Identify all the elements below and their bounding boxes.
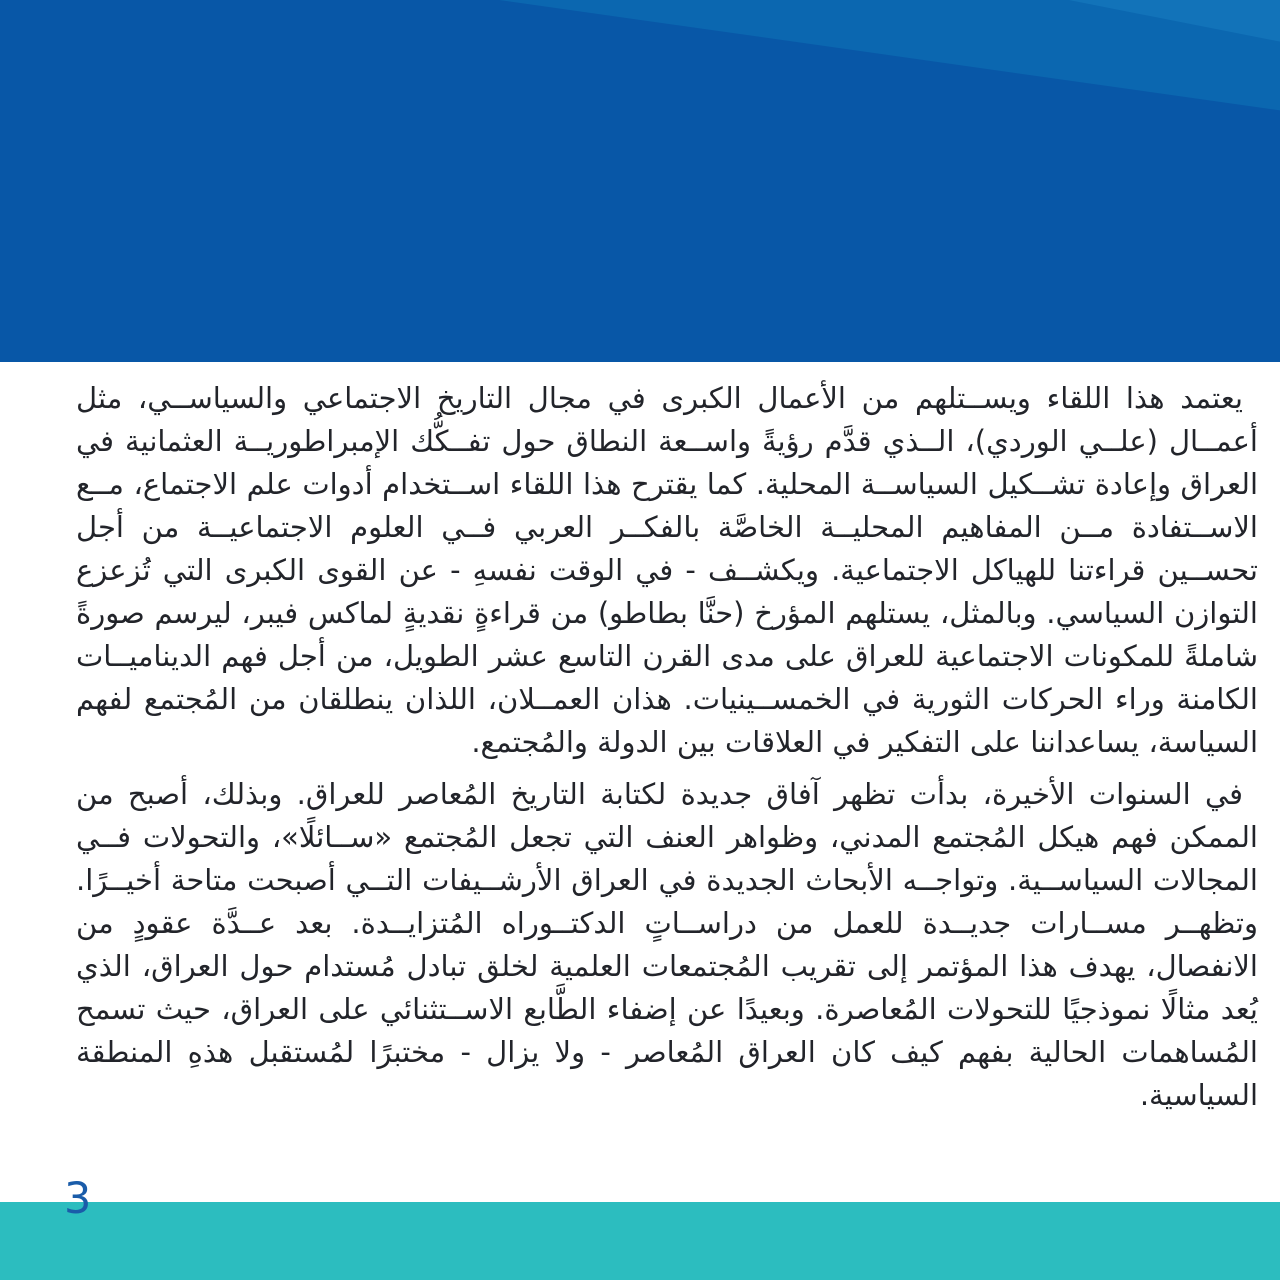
footer-band — [0, 1202, 1280, 1280]
paragraph-2: في السنوات الأخيرة، بدأت تظهر آفاق جديدة لكتابة التاريخ المُعاصر للعراق. وبذلك، أصبح من الممكن فهم هيكل المُجتمع المدني، وظواهر العنف التي تجعل المُجتمع «ســائلًا»، والتحولات فــي المجالات السياســية. وتواجــه الأبحاث الجديدة في العراق الأرشــيفات التــي أصبحت متاحة أخيــرًا. وتظهــر مســارات جديــدة للعمل من دراســاتٍ الدكتــوراه المُتزايــدة. بعد عــدَّة عقودٍ من الانفصال، يهدف هذا المؤتمر إلى تقريب المُجتمعات العلمية لخلق تبادل مُستدام حول العراق، الذي يُعد مثالًا نموذجيًا للتحولات المُعاصرة. وبعيدًا عن إضفاء الطَّابع الاســتثنائي على العراق، حيث تسمح المُساهمات الحالية بفهم كيف كان العراق المُعاصر - ولا يزال - مختبرًا لمُستقبل هذهِ المنطقة السياسية. — [76, 777, 1258, 1112]
page-content — [76, 377, 1258, 1126]
paragraph-1: يعتمد هذا اللقاء ويســتلهم من الأعمال الكبرى في مجال التاريخ الاجتماعي والسياســي، مثل أعمــال (علــي الوردي)، الــذي قدَّم رؤيةً واســعة النطاق حول تفــكُّك الإمبراطوريــة العثمانية في العراق وإعادة تشــكيل السياســة المحلية. كما يقترح هذا اللقاء اســتخدام أدوات علم الاجتماع، مــع الاســتفادة مــن المفاهيم المحليــة الخاصَّة بالفكــر العربي فــي العلوم الاجتماعيــة من أجل تحســين قراءتنا للهياكل الاجتماعية. ويكشــف - في الوقت نفسهِ - عن القوى الكبرى التي تُزعزع التوازن السياسي. وبالمثل، يستلهم المؤرخ (حنَّا بطاطو) من قراءةٍ نقديةٍ لماكس فيبر، ليرسم صورةً شاملةً للمكونات الاجتماعية للعراق على مدى القرن التاسع عشر الطويل، من أجل فهم الديناميــات الكامنة وراء الحركات الثورية في الخمســينيات. هذان العمــلان، اللذان ينطلقان من المُجتمع لفهم السياسة، يساعداننا على التفكير في العلاقات بين الدولة والمُجتمع. — [76, 381, 1258, 759]
header-banner — [0, 0, 1280, 362]
header-diagonal-accent — [0, 0, 1280, 362]
page-number: 3 — [64, 1174, 92, 1224]
